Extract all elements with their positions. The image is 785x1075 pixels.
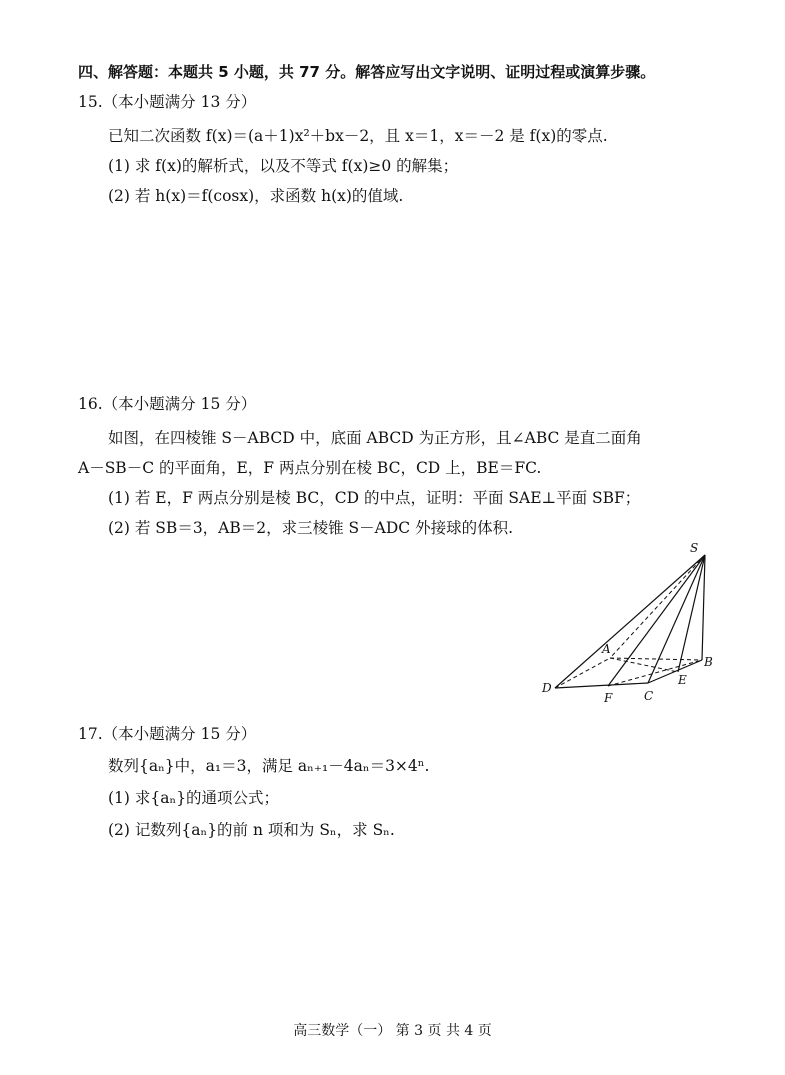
q16-heading: 16.（本小题满分 15 分） <box>78 395 257 413</box>
section-title: 四、解答题：本题共 5 小题，共 77 分。解答应写出文字说明、证明过程或演算步骤。 <box>78 63 656 81</box>
q16-part2: (2) 若 SB＝3，AB＝2，求三棱锥 S－ADC 外接球的体积. <box>108 519 514 537</box>
label-C: C <box>644 689 654 703</box>
q16-part1: (1) 若 E，F 两点分别是棱 BC，CD 的中点，证明：平面 SAE⊥平面 SBF； <box>108 489 641 507</box>
edge-DC <box>555 683 648 688</box>
q15-stem: 已知二次函数 f(x)＝(a＋1)x²＋bx－2，且 x＝1，x＝－2 是 f(x)的零点. <box>108 127 608 145</box>
pyramid-figure <box>540 540 720 710</box>
edge-SC <box>648 555 705 683</box>
edge-DA <box>555 658 610 688</box>
q16-stem-line2: A－SB－C 的平面角，E，F 两点分别在棱 BC，CD 上，BE＝FC. <box>78 459 542 477</box>
label-D: D <box>542 681 552 695</box>
label-S: S <box>690 541 699 555</box>
label-A: A <box>602 642 611 656</box>
q15-part2: (2) 若 h(x)＝f(cosx)，求函数 h(x)的值域. <box>108 187 404 205</box>
edge-SA <box>610 555 705 658</box>
edge-AB <box>610 658 702 660</box>
q17-heading: 17.（本小题满分 15 分） <box>78 725 257 743</box>
q15-part1: (1) 求 f(x)的解析式，以及不等式 f(x)≥0 的解集； <box>108 157 459 175</box>
page-footer: 高三数学（一） 第 3 页 共 4 页 <box>293 1023 492 1039</box>
label-B: B <box>704 655 713 669</box>
label-E: E <box>678 673 687 687</box>
edge-FB <box>608 660 702 686</box>
q17-part1: (1) 求{aₙ}的通项公式； <box>108 789 280 807</box>
q17-part2: (2) 记数列{aₙ}的前 n 项和为 Sₙ，求 Sₙ. <box>108 821 395 839</box>
q15-heading: 15.（本小题满分 13 分） <box>78 93 257 111</box>
q17-stem: 数列{aₙ}中，a₁＝3，满足 aₙ₊₁－4aₙ＝3×4ⁿ. <box>108 757 430 775</box>
q16-stem-line1: 如图，在四棱锥 S－ABCD 中，底面 ABCD 为正方形，且∠ABC 是直二面角 <box>108 429 642 447</box>
edge-SB <box>702 555 705 660</box>
label-F: F <box>604 691 613 705</box>
